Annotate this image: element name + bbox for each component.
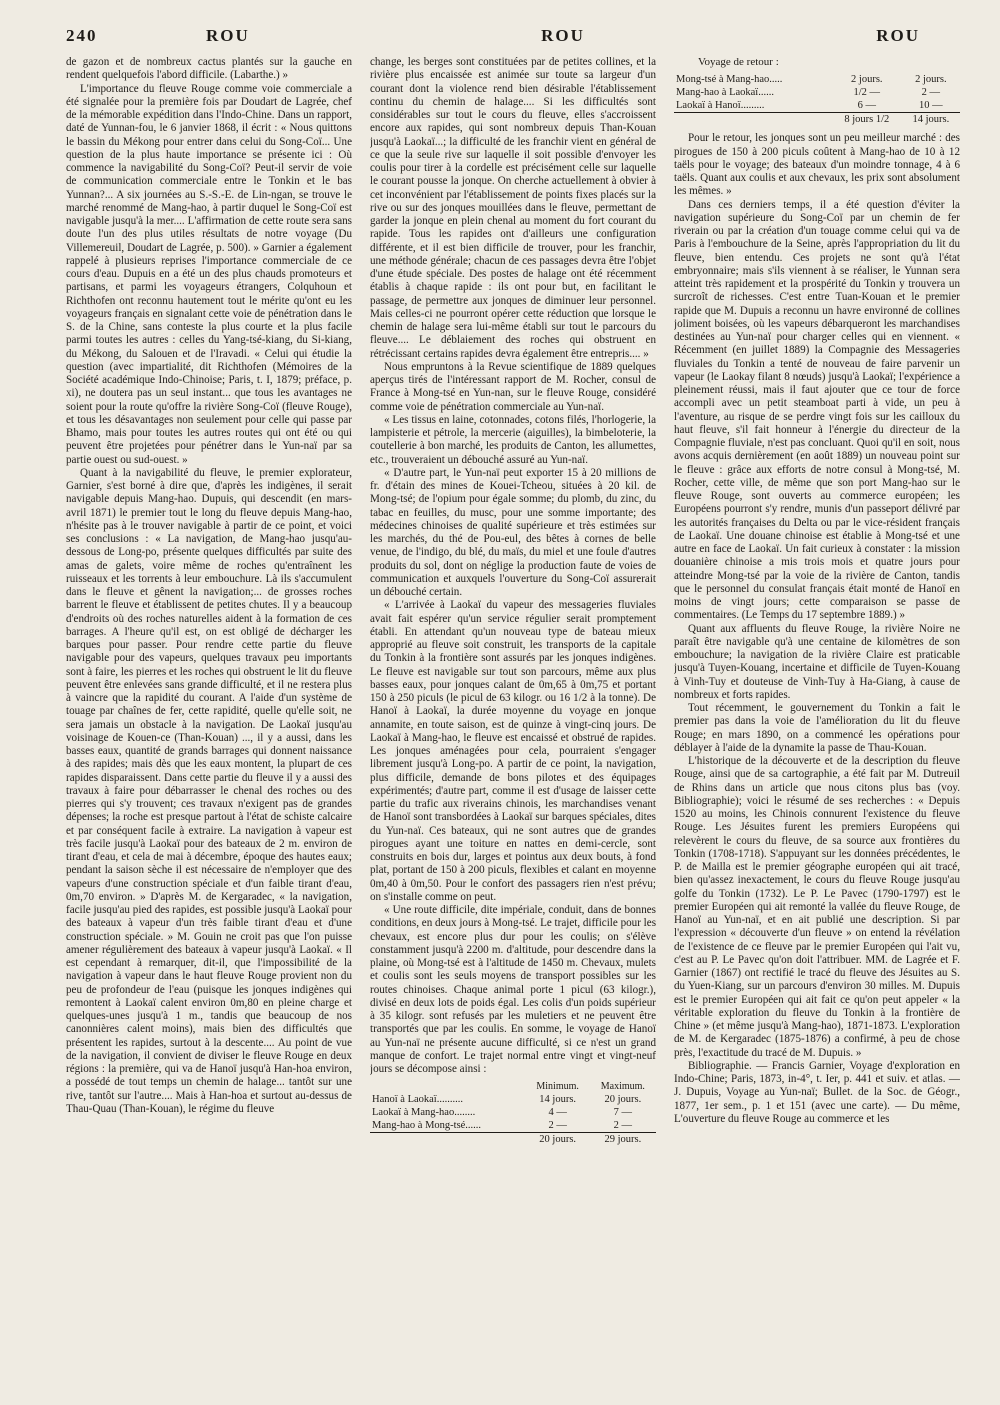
paragraph: Dans ces derniers temps, il a été question d'éviter la navigation supérieure du Song-Coï par un chemin de fer riverain ou par la création d'un touage comme celui qui va de Paris à l'embouchure de la Seine, après l'appropriation du lit du fleuve, bien entendu. Ces projets ne sont qu'à l'état embryonnaire; mais s'ils viennent à se réaliser, le Yunnan sera atteint très rapidement et la prospérité du Tonkin y trouvera un surcroît de richesses. C'est entre Tuan-Kouan et le premier rapide que M. Dupuis a reconnu un havre environné de collines joliment boisées, où les vapeurs débarqueront les marchandises destinées au Yun-naï pour charger celles qui en viennent. « Récemment (en juillet 1889) la Compagnie des Messageries fluviales du Tonkin a tenté de nouveau de faire parvenir un vapeur (le Laokay filant 8 nœuds) jusqu'à Laokaï; l'expérience a pleinement réussi, mais il faut ajouter que ce tour de force accompli avec un petit steamboat parti à vide, un peu à l'aventure, au risque de se perdre vingt fois sur les cailloux du haut fleuve, s'il fait honneur à l'énergie du directeur de la Compagnie fluviale, n'est pas concluant. Quoi qu'il en soit, nous avons acquis dernièrement (en août 1889) un nouveau point sur le fleuve : grâce aux efforts de notre consul à Mong-tsé, M. Rocher, cette ville, de même que son port Mang-hao sur le fleuve Rouge, sont ouverts au commerce européen; les Européens pourront s'y rendre, munis d'un passeport délivré par les autorités françaises du Delta ou par le vice-résident français de Laokaï. Une douane chinoise est établie à Mong-tsé et une autre en face de Laokaï. Un fait curieux à constater : la mission douanière chinoise a mis trois mois et quatre jours pour atteindre Mong-tsé par la voie de la rivière de Canton, tandis que le personnel du consulat français était monté de Hanoï en moins de vingt jours; cette comparaison se passe de commentaires. (Le Temps du 17 septembre 1889.) » — [674, 198, 960, 622]
table-header-row — [370, 1080, 656, 1093]
table-caption: Voyage de retour : — [698, 56, 779, 68]
headword-center: ROU — [541, 26, 585, 45]
max-cell: 2 jours. — [915, 74, 947, 86]
min-cell: 2 — — [548, 1120, 567, 1132]
paragraph: Tout récemment, le gouvernement du Tonkin a fait le premier pas dans la voie de l'amélioration du lit du fleuve Rouge; en mars 1890, on a commencé les opérations pour déblayer à l'aide de la dynamite la passe de Thau-Kouan. — [674, 702, 960, 754]
paragraph: Pour le retour, les jonques sont un peu meilleur marché : des pirogues de 150 à 200 piculs coûtent à Mang-hao de 10 à 12 taëls pour le voyage; des bateaux d'un moindre tonnage, 4 à 6 taëls. Quant aux coulis et aux chevaux, les prix sont absolument les mêmes. » — [674, 132, 960, 198]
table-row — [674, 86, 960, 99]
paragraph: « L'arrivée à Laokaï du vapeur des messageries fluviales avait fait espérer qu'un service régulier serait promptement établi. En attendant qu'un nouveau type de bateau mieux approprié au fleuve soit construit, les transports de la capitale du Tonkin à la frontière sont assurés par les jonques indigènes. Le fleuve est navigable sur tout son parcours, même aux plus basses eaux, pour jonques calant de 0m,65 à 0m,75 et portant 150 à 250 piculs (le picul de 63 kilogr. ou 16 1/2 à la tonne). De Hanoï à Laokaï, la durée moyenne du voyage en jonque annamite, en toute saison, est de quinze à vingt-cinq jours. De Laokaï à Mang-hao, le fleuve est encaissé et obstrué de rapides. Les jonques aménagées pour cela, pourraient s'engager librement jusqu'à Long-po. A partir de ce point, la navigation, plus difficile, demande de bons pilotes et des équipages expérimentés; d'autre part, comme il est d'usage de laisser cette partie du trafic aux riverains chinois, les marchandises venant de Hanoï sont transbordées à Laokaï sur barques spéciales, dites du Yun-naï. Ces bateaux, qui ne sont autres que de grandes pirogues ayant une toiture en nattes en demi-cercle, sont construits en bois dur, larges et pointus aux deux bouts, à fond plat, portant de 150 à 200 piculs, flexibles et calant en moyenne 0m,40 à 0m,50. Pour le confort des passagers rien n'est prévu; on s'installe comme on peut. — [370, 599, 656, 903]
route-cell: Laokaï à Mang-hao........ — [372, 1107, 476, 1119]
headword-left: ROU — [206, 26, 250, 45]
return-journey-table — [674, 73, 960, 126]
route-cell: Mang-hao à Mong-tsé...... — [372, 1120, 482, 1132]
paragraph: Quant à la navigabilité du fleuve, le premier explorateur, Garnier, s'est borné à dire que, d'après les indigènes, il serait navigable depuis Mang-hao. Dupuis, qui descendit (en mars-avril 1871) le premier tout le long du fleuve depuis Mang-hao, n'hésite pas à le trouver navigable à partir de ce point, et voici ses conclusions : « La navigation, de Mang-hao jusqu'au-dessous de Long-po, présente quelques difficultés par suite des amas de galets, voire même de roches qu'entraînent les ruisseaux et les torrents à leur embouchure. Là ils s'accumulent dans le fleuve et gênent la navigation;... de grosses roches barrent le fleuve et établissent de petites chutes. Il y a beaucoup d'endroits où des roches naturelles aident à la formation de ces barrages. A l'heure qu'il est, on est obligé de décharger les barques pour passer. Pour rendre cette partie du fleuve navigable pour des vapeurs, quelques travaux peu importants sont à faire, les pierres et les roches qui obstruent le lit du fleuve peuvent être enlevées sans grande difficulté, et il ne restera plus à vaincre que la rapidité du courant. A l'aide d'un système de touage par chaînes de fer, cette rapidité, quelle qu'elle soit, ne sera jamais un obstacle à la navigation. De Laokaï jusqu'au voisinage de Kouen-ce (Than-Kouan) ..., il y a aussi, dans les basses eaux, quantité de grands barrages qui donnent naissance à des rapides; mais dès que les eaux montent, la plupart de ces rapides disparaissent. Dans cette partie du fleuve il y a aussi des travaux à faire pour débarrasser le chenal des roches ou des pierres qui s'y trouvent; ces travaux n'exigent pas de grandes dépenses; la roche est presque partout à l'état de schiste calcaire et par conséquent facile à extraire. La navigation à vapeur est très facile jusqu'à Laokaï pour des bateaux de 2 m. environ de tirant d'eau, et cela de mai à décembre, époque des hautes eaux; pendant la saison sèche il est nécessaire de n'employer que des vapeurs d'une construction spéciale et d'un faible tirant d'eau, 0m,70 environ. » D'après M. de Kergaradec, « la navigation, facile jusqu'au pied des rapides, est possible jusqu'à Laokaï pour des bateaux à vapeur d'un très faible tirant d'eau et d'une construction spéciale. » M. Gouin ne croit pas que l'on puisse amener régulièrement des bateaux à vapeur jusqu'à Laokaï. « Il est cependant à remarquer, dit-il, que l'impossibilité de la navigation à vapeur dans le haut fleuve Rouge provient non du peu de profondeur de l'eau (puisque les jonques indigènes qui remontent à Laokaï calent environ 0m,80 en pleine charge et quelques-unes jusqu'à 1 m., tandis que beaucoup de nos canonnières calent moins), mais bien des difficultés que présentent les rapides, surtout à la descente.... Au point de vue de la navigation, il convient de diviser le fleuve Rouge en deux régions : la première, qui va de Hanoï jusqu'à Han-hoa environ, a possédé de tout temps un chemin de halage... tantôt sur une rive, tantôt sur l'autre.... Mais à Han-hoa et surtout au-dessus de Thau-Quau (Than-Kouan), le régime du fleuve — [66, 466, 352, 1115]
text-columns — [66, 56, 960, 1396]
paragraph: Quant aux affluents du fleuve Rouge, la rivière Noire ne paraît être navigable qu'à une centaine de kilomètres de son embouchure; la navigation de la rivière Claire est praticable jusqu'à Tuyen-Kouang, incertaine et difficile de Tuyen-Kouang à Vinh-Tuy et douteuse de Vinh-Tuy à Ha-Giang, à cause de nombreux et forts rapides. — [674, 622, 960, 701]
column-3 — [674, 56, 960, 1396]
paragraph: « Une route difficile, dite impériale, conduit, dans de bonnes conditions, en deux jours à Mong-tsé. Le trajet, difficile pour les chevaux, est encore plus dur pour les coulis; on s'élève constamment jusqu'à 2200 m. d'altitude, pour descendre dans la plaine, où Mong-tsé est à l'altitude de 1450 m. Chevaux, mulets et coulis sont les seuls moyens de transport possibles sur les routes chinoises. Chaque animal porte 1 picul (63 kilogr.), divisé en deux lots de poids égal. Les colis d'un poids supérieur à 35 kilogr. sont refusés par les muletiers et ne peuvent être transportés que par les coulis. En somme, le voyage de Hanoï au Yun-naï ne présente aucune difficulté, si ce n'est un grand manque de confort. Le trajet normal entre vingt et vingt-neuf jours se décompose ainsi : — [370, 904, 656, 1075]
max-cell: 10 — — [919, 100, 943, 112]
paragraph: de gazon et de nombreux cactus plantés sur la gauche en rendent quelquefois l'abord difficile. (Labarthe.) » — [66, 56, 352, 82]
route-cell: Hanoï à Laokaï.......... — [372, 1094, 463, 1106]
max-cell: 2 — — [921, 87, 941, 99]
total-max-cell: 14 jours. — [902, 113, 960, 127]
total-min-cell: 8 jours 1/2 — [832, 113, 902, 127]
paragraph: change, les berges sont constituées par de petites collines, et la rivière plus encaissée est animée sur toute sa largeur d'un courant dont la violence rend bien désirable l'établissement continu du chemin de halage.... Si les difficultés sont considérables sur tout le cours du fleuve, elles s'accroissent encore aux rapides, qui sont nombreux depuis Than-Kouan jusqu'à Laokaï...; la difficulté de les franchir vient en général de ce que la seule rive sur laquelle il soit possible d'envoyer les coulis pour tirer à la cordelle est précisément celle sur laquelle le courant pousse la jonque. On cherche actuellement à obvier à cet inconvénient par l'établissement de points fixes placés sur la rive ou sur des jonques mouillées dans le fleuve, permettant de garder la jonque en plein chenal au moment du fort courant du rapide. Tous les rapides ont d'ailleurs une configuration différente, et il est bien difficile de trouver, pour les franchir, une méthode générale; chacun de ces passages devra être l'objet d'une étude spéciale. Des postes de halage ont été récemment établis à chaque rapide : ils ont pour but, en facilitant le passage, de permettre aux jonques de diminuer leur personnel. Mais celles-ci ne pourront opérer cette réduction que lorsque le chemin de halage sera lui-même établi sur tout le parcours du fleuve.... Le déblaiement des roches qui obstruent en rétrécissant certains rapides devra également être entrepris.... » — [370, 56, 656, 360]
table-row — [370, 1119, 656, 1133]
table-row — [674, 99, 960, 113]
max-cell: 7 — — [613, 1107, 633, 1119]
page-number: 240 — [66, 26, 98, 45]
table-header-max: Maximum. — [600, 1081, 645, 1093]
table-row — [370, 1106, 656, 1119]
paragraph: « D'autre part, le Yun-naï peut exporter 15 à 20 millions de fr. d'étain des mines de Kouei-Tcheou, situées à 20 kil. de Mong-tsé; de l'opium pour égale somme; du plomb, du zinc, du tabac en feuilles, du musc, pour une somme importante; des médecines chinoises de qualité supérieure et très estimées sur les marchés, du thé de Pou-eul, des bêtes à cornes de belle venue, de l'indigo, du blé, du maïs, du miel et une foule d'autres produits du sol, dont on néglige la production faute de voies de communication et auxquels l'ouverture du Song-Coï assurerait un débouché certain. — [370, 466, 656, 598]
paragraph: « Les tissus en laine, cotonnades, cotons filés, l'horlogerie, la lampisterie et pétrole, la mercerie (aiguilles), la bimbeloterie, la coutellerie à bon marché, les produits de Canton, les allumettes, etc., trouveraient un débouché assuré au Yun-naï. — [370, 413, 656, 466]
bibliography-paragraph: Bibliographie. — Francis Garnier, Voyage d'exploration en Indo-Chine; Paris, 1873, in-4°, t. Ier, p. 441 et suiv. et atlas. — J. Dupuis, Voyage au Yun-naï; Bullet. de la Soc. de Géogr., 1877, 1er sem., p. 1 et 151 (avec une carte). — Du même, L'ouverture du fleuve Rouge au commerce et les — [674, 1059, 960, 1125]
table-total-row — [370, 1133, 656, 1147]
table-total-row — [674, 113, 960, 127]
running-header — [66, 26, 960, 52]
table-row — [370, 1093, 656, 1106]
min-cell: 4 — — [548, 1107, 567, 1119]
column-2 — [370, 56, 656, 1396]
headword-right: ROU — [876, 26, 920, 45]
max-cell: 20 jours. — [604, 1094, 642, 1106]
total-min-cell: 20 jours. — [526, 1133, 590, 1147]
route-cell: Laokaï à Hanoï......... — [676, 100, 765, 112]
max-cell: 2 — — [613, 1120, 633, 1132]
table-row — [674, 73, 960, 86]
paragraph: L'historique de la découverte et de la description du fleuve Rouge, ainsi que de sa cartographie, a été fait par M. Dutreuil de Rhins dans un article que nous citons plus bas (voy. Bibliographie); voici le résumé de ses recherches : « Depuis 1520 au moins, les Chinois connurent l'existence du fleuve Rouge. Les Jésuites furent les premiers Européens qui relevèrent le cours du fleuve, de sa source aux frontières du Tonkin (1708-1718). S'appuyant sur les données précédentes, le P. de Mailla est le premier géographe européen qui ait tracé, bien qu'assez inexactement, le cours du fleuve Rouge jusqu'au golfe du Tonkin (1732). Le P. Le Pavec (1790-1797) est le premier Européen qui ait remonté la vallée du fleuve Rouge, de Hanoï au Yun-naï, et en ait publié une description. Si par l'expression « découverte d'un fleuve » on entend la révélation de l'existence de ce fleuve par le premier Européen qui l'ait vu, c'est au P. Le Pavec qu'on doit l'attribuer. MM. de Lagrée et F. Garnier (1867) ont rectifié le tracé du fleuve des Jésuites au S. du Yuen-Kiang, sur un parcours d'environ 30 milles. M. Dupuis est le premier Européen qui ait fait ce qu'on peut appeler « la véritable exploration du fleuve du Tonkin à la frontière de Chine » (et même jusqu'à Mang-hao), 1871-1873. L'exploration de M. de Kergaradec (1875-1876) a confirmé, à peu de chose près, l'exactitude du tracé de M. Dupuis. » — [674, 755, 960, 1059]
column-1 — [66, 56, 352, 1396]
paragraph: L'importance du fleuve Rouge comme voie commerciale a été signalée pour la première fois par Doudart de Lagrée, chef de la mémorable expédition dans l'Indo-Chine. Dans un rapport, daté de Yunnan-fou, le 6 janvier 1868, il écrit : « Nous quittons le bassin du Mékong pour entrer dans celui du Song-Coï... Une question de la plus haute importance se présente ici : Où commence la navigabilité du Song-Coï? Peut-il servir de voie de communication commerciale entre le Tonkin et le bas Yunnan?... A six journées au S.-S.-E. de Lin-ngan, se trouve le marché renommé de Mang-hao, à partir duquel le Song-Coï est navigable jusqu'à la mer.... L'affirmation de cette route sera sans doute l'un des plus utiles résultats de notre voyage (Du Villemereuil, Doudart de Lagrée, p. 500). » Garnier a également rappelé à plusieurs reprises l'importance commerciale de ce cours d'eau. Dupuis en a été un des plus chauds promoteurs et partisans, et parmi les voyageurs étrangers, Colquhoun et Richthofen ont reconnu hautement tout le mérite qu'ont eu les voyageurs français en signalant cette voie de pénétration dans le S. de la Chine, sans conteste la plus courte et la plus facile parmi toutes les autres : celles du Yang-tsé-kiang, du Si-kiang, du Mékong, du Salouen et de l'Iravadi. « Celui qui étudie la question (avec impartialité, dit Richthofen (Mémoires de la Société académique Indo-Chinoise; Paris, t. I, 1879; préface, p. xi), ne doutera pas un seul instant... que tous les avantages ne soient pour la route qu'offre la rivière Song-Coï (fleuve Rouge), et tous les désavantages non seulement pour celle qui passe par Bhamo, mais pour toutes les autres routes qui ont été ou qui peuvent être projetées pour pénétrer dans le Yun-naï par sa partie ouest ou sud-ouest. » — [66, 82, 352, 466]
table-header-min: Minimum. — [536, 1081, 579, 1093]
min-cell: 2 jours. — [851, 74, 883, 86]
outbound-journey-table — [370, 1080, 656, 1146]
min-cell: 14 jours. — [539, 1094, 577, 1106]
route-cell: Mang-hao à Laokaï...... — [676, 87, 774, 99]
route-cell: Mong-tsé à Mang-hao..... — [676, 74, 783, 86]
min-cell: 6 — — [857, 100, 876, 112]
paragraph: Nous empruntons à la Revue scientifique de 1889 quelques aperçus tirés de l'intéressant rapport de M. Rocher, consul de France à Mong-tsé en Yun-nan, sur le fleuve Rouge, considéré comme voie de pénétration commerciale au Yun-naï. — [370, 360, 656, 413]
total-max-cell: 29 jours. — [590, 1133, 656, 1147]
min-cell: 1/2 — — [853, 87, 881, 99]
